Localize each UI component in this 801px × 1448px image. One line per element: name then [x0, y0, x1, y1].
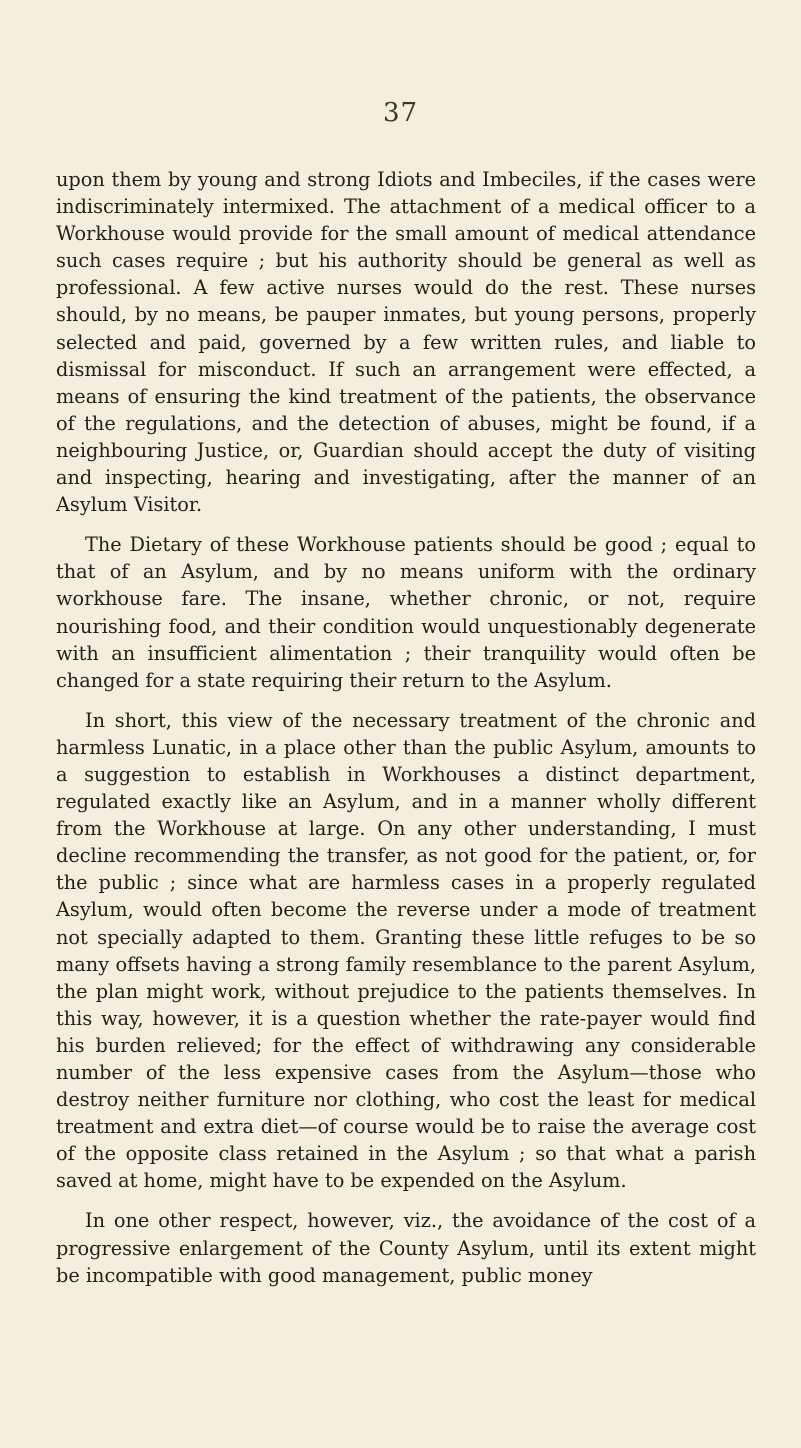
- paragraph-dietary: The Dietary of these Workhouse patients should be good ; equal to that of an Asylum, and by no means uniform with the ordinary workhouse fare. The insane, whether chronic, or not, require nourishing food, and their condition would unquestionably degenerate with an insufficient alimentation ; their tranquility would often be changed for a state requiring their return to the Asylum.: [56, 533, 756, 692]
- paragraph-in-short: In short, this view of the necessary treatment of the chronic and harmless Lunatic, in a place other than the public Asylum, amounts to a suggestion to establish in Workhouses a distinct department, regulated exactly like an Asylum, and in a manner wholly different from the Workhouse at large. On any other understanding, I must decline recommending the transfer, as not good for the patient, or, for the public ; since what are harmless cases in a properly regulated Asylum, would often become the reverse under a mode of treatment not specially adapted to them. Granting these little refuges to be so many offsets having a strong family resemblance to the parent Asylum, the plan might work, without prejudice to the patients themselves. In this way, however, it is a question whether the rate-payer would find his burden relieved; for the effect of withdrawing any considerable number of the less expensive cases from the Asylum—those who destroy neither furniture nor clothing, who cost the least for medical treatment and extra diet—of course would be to raise the average cost of the opposite class retained in the Asylum ; so that what a parish saved at home, might have to be expended on the Asylum.: [56, 708, 756, 1193]
- paragraph-one-other-respect: In one other respect, however, viz., the avoidance of the cost of a progressive enlargement of the County Asylum, until its extent might be incompatible with good management, public money: [56, 1209, 756, 1287]
- page-number: 37: [382, 98, 419, 128]
- paragraph-workhouse-staffing: upon them by young and strong Idiots and Imbeciles, if the cases were indiscriminately intermixed. The attachment of a medical officer to a Workhouse would provide for the small amount of medical attendance such cases require ; but his authority should be general as well as professional. A few active nurses would do the rest. These nurses should, by no means, be pauper inmates, but young persons, properly selected and paid, governed by a few written rules, and liable to dismissal for misconduct. If such an arrangement were effected, a means of ensuring the kind treatment of the patients, the observance of the regulations, and the detection of abuses, might be found, if a neighbouring Justice, or, Guardian should accept the duty of visiting and inspecting, hearing and investigating, after the manner of an Asylum Visitor.: [56, 168, 756, 517]
- body-text: [56, 166, 756, 1302]
